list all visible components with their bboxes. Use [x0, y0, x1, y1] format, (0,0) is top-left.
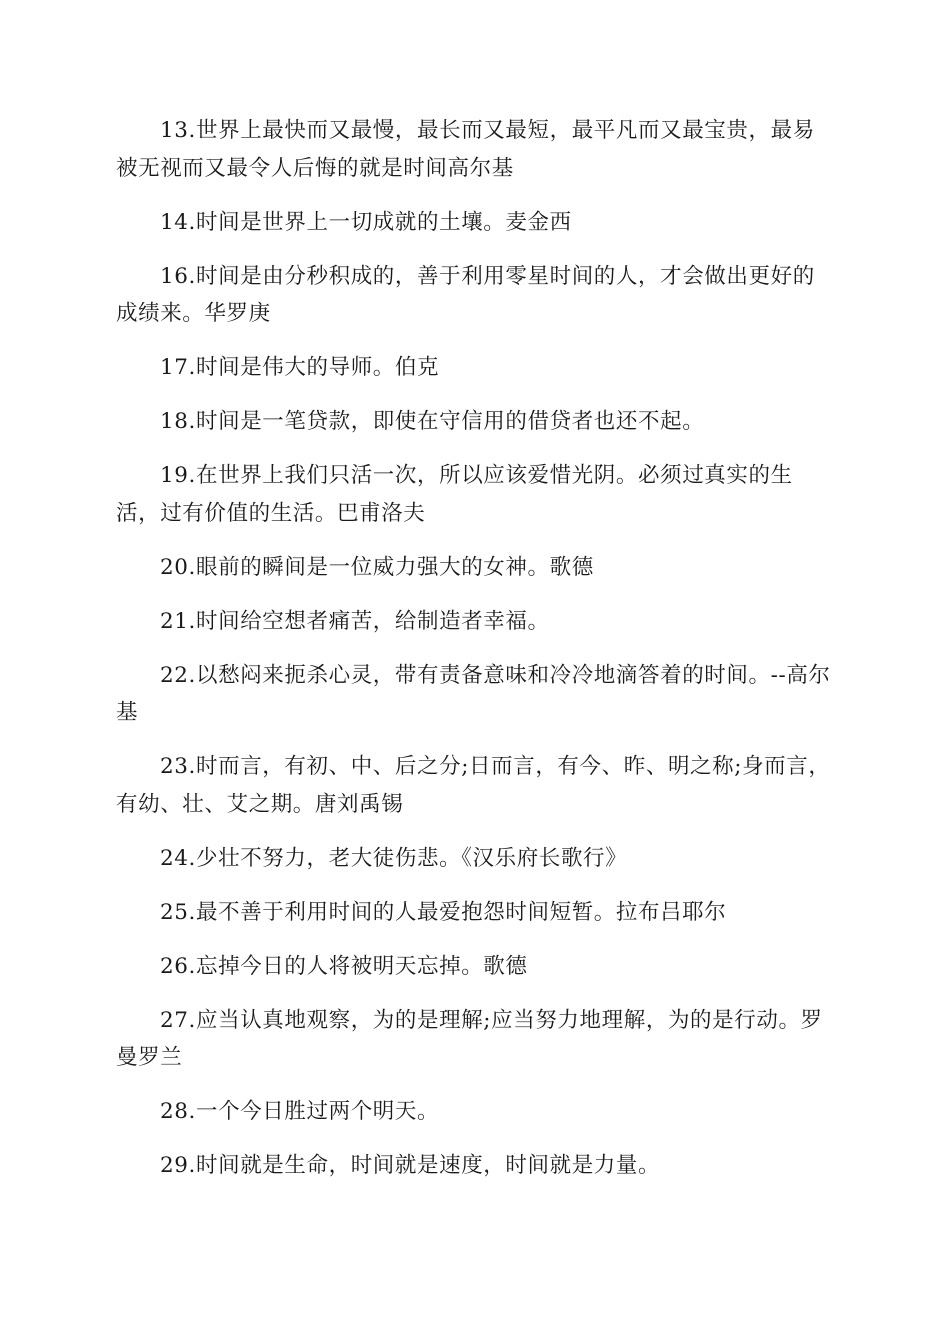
quote-paragraph-27: 27.应当认真地观察，为的是理解;应当努力地理解，为的是行动。罗曼罗兰 [116, 1007, 823, 1070]
quote-paragraph-25: 25.最不善于利用时间的人最爱抱怨时间短暂。拉布吕耶尔 [160, 899, 727, 925]
quote-paragraph-26: 26.忘掉今日的人将被明天忘掉。歌德 [160, 953, 528, 979]
quote-paragraph-24: 24.少壮不努力，老大徒伤悲。《汉乐府长歌行》 [160, 845, 628, 871]
quote-paragraph-16: 16.时间是由分秒积成的，善于利用零星时间的人，才会做出更好的成绩来。华罗庚 [116, 263, 815, 326]
quote-paragraph-22: 22.以愁闷来扼杀心灵，带有责备意味和冷冷地滴答着的时间。--高尔基 [116, 662, 831, 725]
quote-paragraph-13: 13.世界上最快而又最慢，最长而又最短，最平凡而又最宝贵，最易被无视而又最令人后悔的就是时间高尔基 [116, 118, 815, 181]
quote-paragraph-19: 19.在世界上我们只活一次，所以应该爱惜光阴。必须过真实的生活，过有价值的生活。巴甫洛夫 [116, 463, 793, 526]
quote-paragraph-18: 18.时间是一笔贷款，即使在守信用的借贷者也还不起。 [160, 409, 705, 434]
quote-paragraph-20: 20.眼前的瞬间是一位威力强大的女神。歌德 [160, 554, 594, 580]
quote-paragraph-29: 29.时间就是生命，时间就是速度，时间就是力量。 [160, 1153, 661, 1178]
quote-paragraph-28: 28.一个今日胜过两个明天。 [160, 1099, 440, 1124]
quote-paragraph-14: 14.时间是世界上一切成就的土壤。麦金西 [160, 209, 572, 235]
document-body [116, 112, 836, 1201]
quote-paragraph-23: 23.时而言，有初、中、后之分;日而言，有今、昨、明之称;身而言，有幼、壮、艾之期。唐刘禹锡 [116, 754, 831, 817]
quote-paragraph-17: 17.时间是伟大的导师。伯克 [160, 355, 440, 380]
quote-paragraph-21: 21.时间给空想者痛苦，给制造者幸福。 [160, 608, 550, 634]
